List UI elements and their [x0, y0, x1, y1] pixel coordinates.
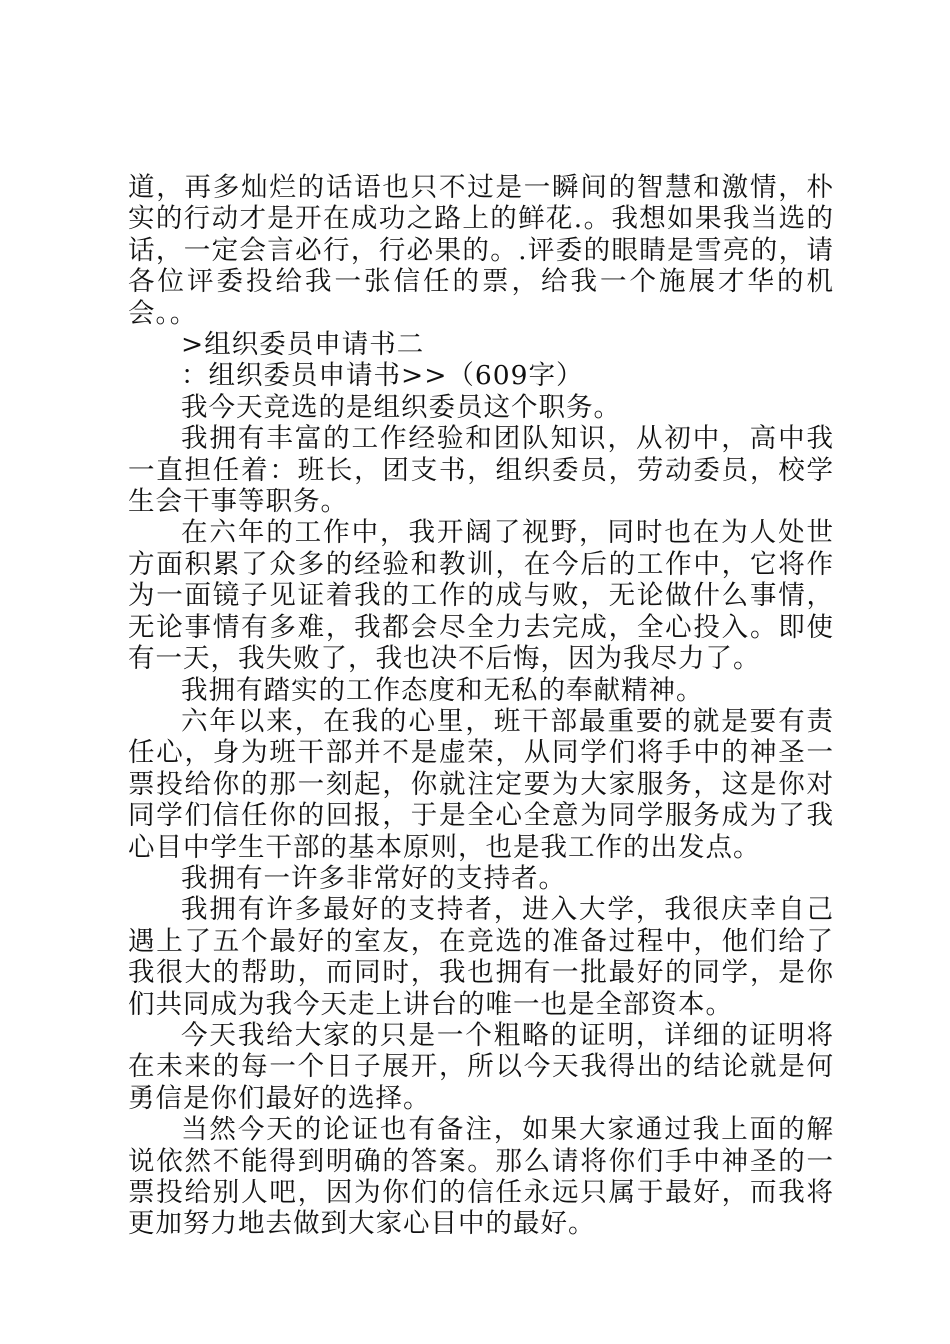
section-subheading: ：组织委员申请书>>（609字）: [181, 360, 584, 392]
paragraph: 在六年的工作中，我开阔了视野，同时也在为人处世方面积累了众多的经验和教训，在今后的工作中，它将作为一面镜子见证着我的工作的成与败，无论做什么事情，无论事情有多难，我都会尽全力去完成，全心投入。即使有一天，我失败了，我也决不后悔，因为我尽力了。: [128, 517, 834, 675]
paragraph: 我拥有丰富的工作经验和团队知识，从初中，高中我一直担任着：班长，团支书，组织委员，劳动委员，校学生会干事等职务。: [128, 423, 834, 518]
paragraph: 道，再多灿烂的话语也只不过是一瞬间的智慧和激情，朴实的行动才是开在成功之路上的鲜花.。我想如果我当选的话，一定会言必行，行必果的。.评委的眼睛是雪亮的，请各位评委投给我一张信任的票，给我一个施展才华的机会。。: [128, 172, 834, 329]
paragraph: 我拥有一许多非常好的支持者。: [181, 862, 566, 894]
paragraph: 六年以来，在我的心里，班干部最重要的就是要有责任心，身为班干部并不是虚荣，从同学们将手中的神圣一票投给你的那一刻起，你就注定要为大家服务，这是你对同学们信任你的回报，于是全心全意为同学服务成为了我心目中学生干部的基本原则，也是我工作的出发点。: [128, 705, 834, 863]
paragraph: 我拥有踏实的工作态度和无私的奉献精神。: [181, 674, 704, 706]
paragraph: 我今天竞选的是组织委员这个职务。: [181, 391, 621, 423]
paragraph: 今天我给大家的只是一个粗略的证明，详细的证明将在未来的每一个日子展开，所以今天我得出的结论就是何勇信是你们最好的选择。: [128, 1019, 834, 1114]
section-heading: >组织委员申请书二: [181, 329, 425, 361]
paragraph: 当然今天的论证也有备注，如果大家通过我上面的解说依然不能得到明确的答案。那么请将你们手中神圣的一票投给别人吧，因为你们的信任永远只属于最好，而我将更加努力地去做到大家心目中的最好。: [128, 1114, 834, 1240]
document-body: [128, 172, 834, 1240]
paragraph: 我拥有许多最好的支持者，进入大学，我很庆幸自己遇上了五个最好的室友，在竞选的准备过程中，他们给了我很大的帮助，而同时，我也拥有一批最好的同学，是你们共同成为我今天走上讲台的唯一也是全部资本。: [128, 894, 834, 1020]
